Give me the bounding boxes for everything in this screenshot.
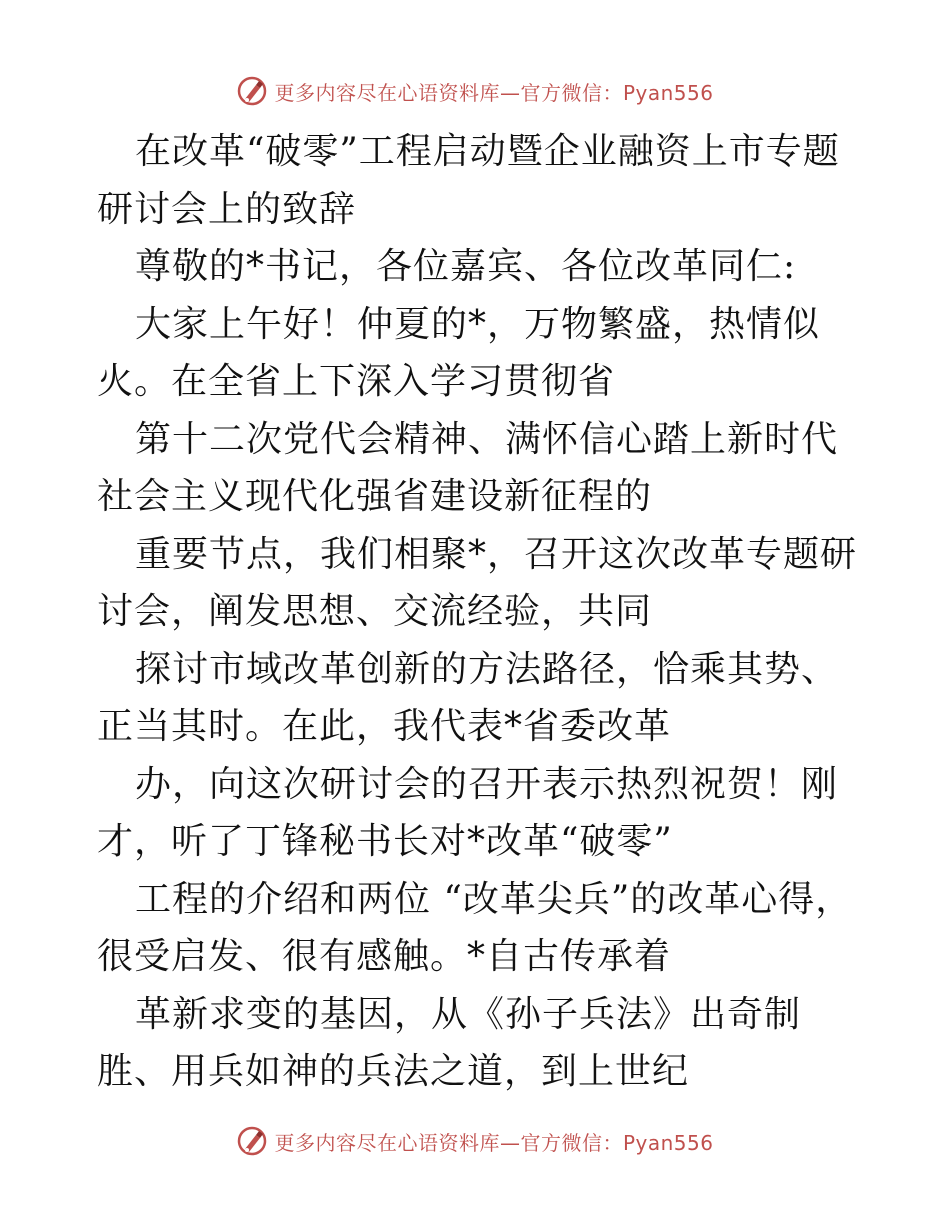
paragraph: 第十二次党代会精神、满怀信心踏上新时代社会主义现代化强省建设新征程的: [97, 418, 839, 517]
document-body: [97, 123, 857, 1101]
paragraph: 探讨市域改革创新的方法路径，恰乘其势、正当其时。在此，我代表*省委改革: [97, 648, 839, 747]
paragraph: 重要节点，我们相聚*，召开这次改革专题研讨会，阐发思想、交流经验，共同: [97, 533, 858, 632]
pen-logo-icon: [236, 1125, 268, 1157]
footer-text: 更多内容尽在心语资料库—官方微信：Pyan556: [274, 1130, 714, 1155]
header-text: 更多内容尽在心语资料库—官方微信：Pyan556: [274, 80, 714, 105]
footer-banner: [0, 1123, 950, 1159]
paragraph: 工程的介绍和两位 “改革尖兵”的改革心得，很受启发、很有感触。*自古传承着: [97, 878, 853, 977]
pen-logo-icon: [236, 75, 268, 107]
paragraph: 在改革“破零”工程启动暨企业融资上市专题研讨会上的致辞: [97, 131, 840, 230]
paragraph: 尊敬的*书记，各位嘉宾、各位改革同仁:: [135, 246, 797, 287]
header-banner: [0, 73, 950, 109]
paragraph: 办，向这次研讨会的召开表示热烈祝贺！刚才，听了丁锋秘书长对*改革“破零”: [97, 763, 839, 862]
paragraph: 革新求变的基因，从《孙子兵法》出奇制胜、用兵如神的兵法之道，到上世纪: [97, 993, 802, 1092]
paragraph: 大家上午好！仲夏的*，万物繁盛，热情似火。在全省上下深入学习贯彻省: [97, 303, 821, 402]
